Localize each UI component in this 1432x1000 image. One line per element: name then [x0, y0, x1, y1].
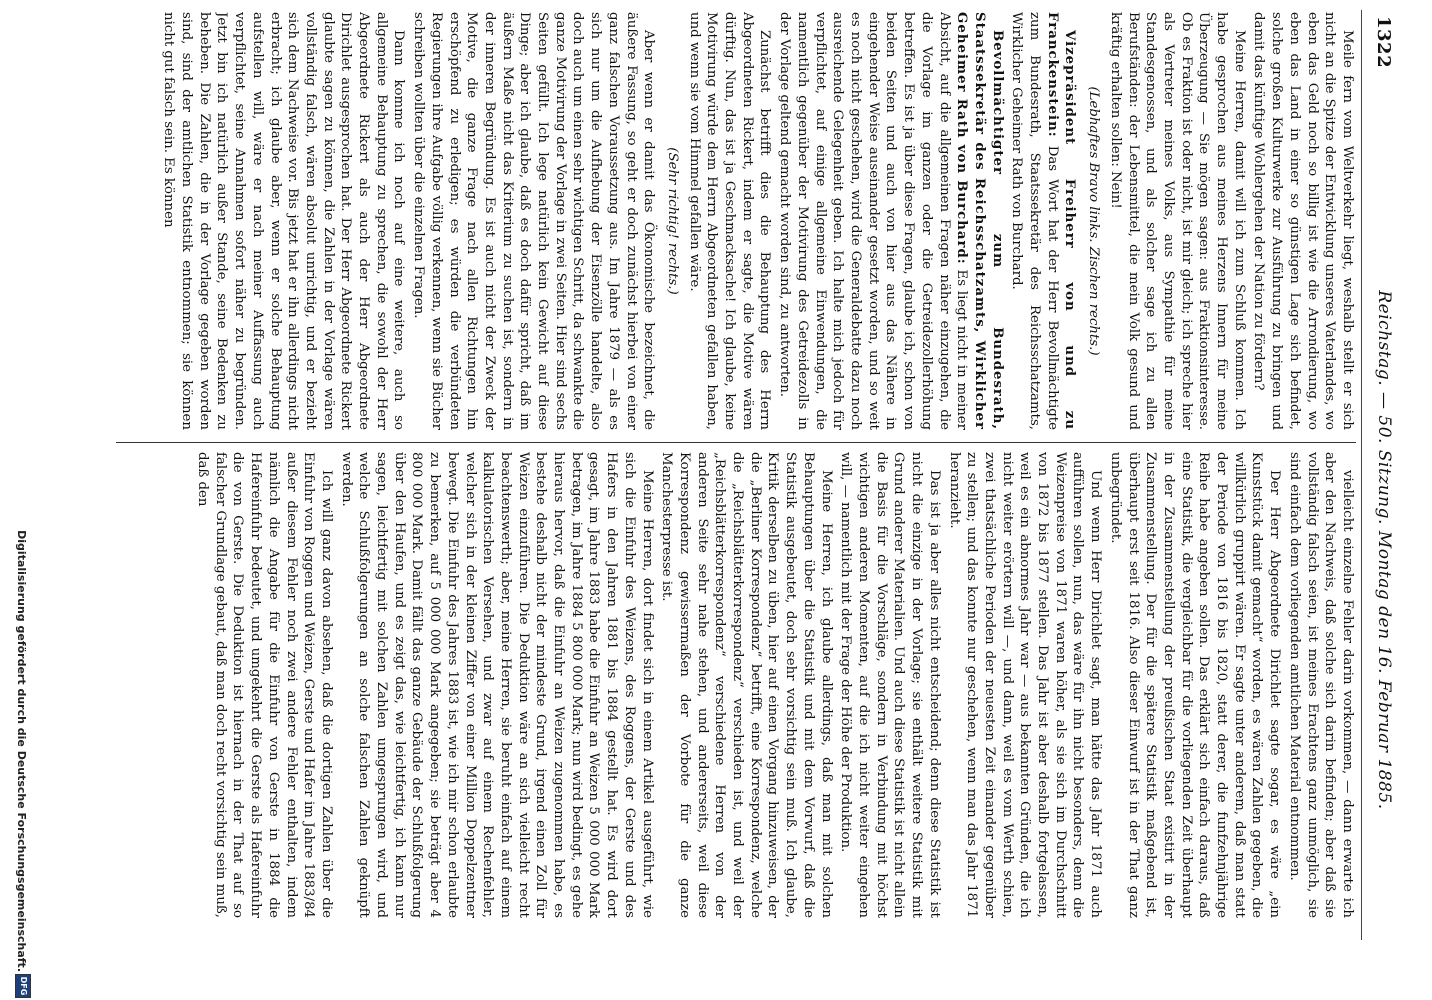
text-paragraph: Ich will ganz davon absehen, daß die dortigen Zahlen über die Einfuhr von Roggen und Weizen, Gerste und Hafer im Jahre 1883/84 außer diesem Fehler noch zwei andere Fehler enthalten, indem nämlich die Angabe für die Einfuhr von Gerste in 1884 die Hafereinfuhr bedeutet, und umgekehrt die Gerste als Hafereinfuhr die von Gerste. Die Deduktion ist hiernach in der That auf so falscher Grundlage gebaut, daß man doch recht vorsichtig sein muß, daß den [195, 452, 334, 918]
header-rule [1361, 10, 1362, 940]
left-text-column [136, 12, 1356, 430]
text-paragraph: Und wenn Herr Dirichlet sagt, man hätte das Jahr 1871 auch aufführen sollen, nun, das wäre für ihn nicht besonders, denn die Weizenpreise von 1871 waren höher, als sie sich im Durchschnitt von 1872 bis 1877 stellen. Das Jahr ist aber deshalb fortgelassen, weil es ein abnormes Jahr war — aus bekannten Gründen, die ich nicht weiter erörtern will —, und dann, weil es vom Werth schien, zwei thatsächliche Perioden der neuesten Zeit einander gegenüber zu stellen; und das konnte nur geschehen, wenn man das Jahr 1871 heranzieht. [946, 452, 1104, 918]
right-text-column [136, 452, 1356, 918]
text-paragraph: Aber wenn er damit das Ökonomische bezeichnet, die äußere Fassung, so geht er doch zunächst hierbei von einer ganz falschen Voraussetzung aus. Im Jahre 1879 — als es sich nur um die Aufhebung der Eisenzölle handelte, also doch auch um einen sehr wichtigen Schritt, da schwankte die ganze Motivirung der Vorlage in zwei Seiten. Hier sind sechs Seiten gefüllt. Ich lege natürlich kein Gewicht auf diese Dinge; aber ich glaube, daß es doch dafür spricht, daß im äußern Maße nicht das Kriterium zu suchen ist, sondern in der inneren Begründung. Es ist auch nicht der Zweck der Motive, die ganze Frage nach allen Richtungen hin erschöpfend zu erledigen; es würden die verbündeten Regierungen ihre Aufgabe völlig verkennen, wenn sie Bücher schreiben wollten über die einzelnen Fragen. [411, 12, 657, 430]
speech-text: Es liegt nicht in meiner Absicht, auf die allgemeinen Fragen näher einzugehen, die die Vorlage im ganzen oder die Getreidezollerhöhung betreffen. Es ist ja über diese Fragen, glaube ich, schon von beiden Seiten und auch von hier aus das Nähere in eingehender Weise auseinander gesetzt worden, und so weit es noch nicht geschehen, wird die Generaldebatte dazu noch ausreichende Gelegenheit geben. Ich halte mich jedoch für verpflichtet, auf einige allgemeine Einwendungen, die namentlich gegenüber der Motivirung des Getreidezolls in der Vorlage geltend gemacht worden sind, zu antworten. [777, 12, 970, 430]
text-paragraph: Der Herr Abgeordnete Dirichlet sagte sogar, es wäre „ein Kunststück damit gemacht“ worden, es wären Zahlen gegeben, die willkürlich gruppirt wären. Er sagte unter anderem, daß man statt der Periode von 1816 bis 1820, statt derer, die funfzehnjährige Reihe habe angeben sollen. Das erklärt sich einfach daraus, daß eine Statistik, die vergleichbar für die vorliegenden Zeit überhaupt in der Zusammenstellung der preußischen Staat existirt in der Zusammenstellung. Der für die spätere Statistik maßgebend ist, überhaupt erst seit 1816. Also dieser Einwurf ist in der That ganz unbegründet. [1107, 452, 1283, 918]
text-paragraph: Meine Herren, dort findet sich in einem Artikel ausgeführt, wie sich die Einfuhr des Weizens, des Roggens, der Gerste und des Hafers in den Jahren 1881 bis 1884 gestellt hat. Es wird dort gesagt, im Jahre 1883 habe die Einfuhr an Weizen 5 000 000 Mark betragen, im Jahre 1884 5 800 000 Mark; nun wird bedingt, es gehe hieraus hervor, daß die Einfuhr an Weizen zugenommen habe, es bestehe deshalb nicht der mindeste Grund, irgend einen Zoll für Weizen einzuführen. Die Deduktion wäre an sich vielleicht recht beachtenswerth; aber, meine Herren, sie beruht einfach auf einem kalkulatorischen Versehen, und zwar auf einem Rechenfehler, welcher sich in der kleinen Ziffer von einer Million Doppelzentner bewegt. Die Einfuhr des Jahres 1883 ist, wie ich mir schon erlaubte zu bemerken, auf 5 000 000 Mark angegeben; sie beträgt aber 4 800 000 Mark. Damit fällt das ganze Gebäude der Schlußfolgerung über den Haufen, und es zeigt das, wie leichtfertig, ich kann nur sagen, leichtfertig mit solchen Zahlen umgesprungen wird, und welche Schlußfolgerungen an solche falschen Zahlen geknüpft werden. [338, 452, 655, 918]
column-divider [116, 442, 1356, 443]
text-paragraph: Das ist ja aber alles nicht entscheidend; denn diese Statistik ist nicht die einzige in der Vorlage; sie enthält weitere Statistik mit Grund anderer Materialien. Und auch diese Statistik ist nicht allein die Basis für die Vorschläge, sondern in Verbindung mit höchst wichtigen anderen Momenten, auf die ich nicht weiter eingehen will, — namentlich mit der Frage der Höhe der Produktion. [838, 452, 942, 918]
dfg-logo: DFG [15, 974, 31, 998]
text-paragraph: Zunächst betrifft dies die Behauptung des Herrn Abgeordneten Rickert, indem er sagte, die Motive wären dürftig. Nun, das ist ja Geschmacksache! Ich glaube, keine Motivirung würde dem Herrn Abgeordneten gefallen haben, und wenn sie vom Himmel gefallen wäre. [686, 12, 773, 430]
speaker-name: Vizepräsident Freiherr von und zu Franckenstein: [1044, 12, 1078, 430]
speech-paragraph [1008, 12, 1079, 430]
text-paragraph: Meine Herren, ich glaube allerdings, daß man mit solchen Behauptungen über die Statistik und mit dem Vorwurf, daß die Statistik ausgebeutet, doch sehr vorsichtig sein muß. Ich glaube, Kritik derselben zu üben, hier auf einen Vorgang hinzuweisen, der die „Berliner Korrespondenz“ betrifft, eine Korrespondenz, welche die „Reichsblätterkorrespondenz“ verschieden ist, und weil der „Reichsblätterkorrespondenz“ verschiedene Herren von der anderen Seite sehr nahe stehen, und andererseits, weil diese Korrespondenz gewissermaßen der Vorbote für die ganze Manchesterpresse ist. [659, 452, 834, 918]
stage-direction: (Lebhaftes Bravo links. Zischen rechts.) [1086, 86, 1102, 356]
stage-direction: (Sehr richtig! rechts.) [664, 147, 680, 295]
page-number: 1322 [1373, 16, 1394, 69]
text-paragraph: vielleicht einzelne Fehler darin vorkommen, — dann erwarte ich aber den Nachweis, daß solche sich darin befinden; aber daß sie vollständig falsch seien, ist meines Erachtens ganz unmöglich, sie sind einfach dem vorliegenden amtlichen Material entnommen. [1286, 452, 1355, 918]
speech-text: Das Wort hat der Herr Bevollmächtigte zum Bundesrath, Staatssekretär des Reichsschatzamts, Wirklicher Geheimer Rath von Burchard. [1009, 12, 1060, 430]
running-title: Reichstag. — 50. Sitzung. Montag den 16. Februar 1885. [1374, 290, 1394, 810]
text-paragraph: Dann komme ich noch auf eine weitere, auch so allgemeine Behauptung zu sprechen, die sowohl der Herr Abgeordnete Rickert als auch der Herr Abgeordnete Dirichlet ausgesprochen hat. Der Herr Abgeordnete Rickert glaubte sagen zu können, die Zahlen in der Vorlage wären vollständig falsch, wären absolut unrichtig, und er bezieht sich dem Nachweise vor. Bis jetzt hat er ihn allerdings nicht erbracht; ich glaube aber, wenn er solche Behauptung aufstellen will, wäre er nach meiner Auffassung auch verpflichtet, seine Annahmen sofort näher zu begründen. Jetzt bin ich natürlich außer Stande, seine Bedenken zu beheben. Die Zahlen, die in der Vorlage gegeben worden sind, sind der amtlichen Statistik entnommen; sie können nicht gut falsch sein. Es können [161, 12, 407, 430]
text-paragraph: Meine Herren, damit will ich zum Schluß kommen. Ich habe gesprochen aus meines Herzens Innern für meine Überzeugung — Sie mögen sagen: aus Fraktionsinteresse. Ob es Fraktion ist oder nicht, ist mir gleich; ich spreche hier als Vertreter meines Volks, aus Sympathie für meine Standesgenossen, und als solcher sage ich zu allen Berufständen: der Lebensmittel, die mein Volk gesund und kräftig erhalten sollen: Nein! [1107, 12, 1247, 430]
speech-paragraph [776, 12, 1006, 430]
digitization-credit: Digitalisierung gefördert durch die Deutsche Forschungsgemeinschaft. [15, 530, 28, 972]
page-footer [6, 0, 32, 1000]
page-header [1364, 10, 1394, 950]
text-paragraph: Meile fern vom Weltverkehr liegt, weshalb stellt er sich nicht an die Spitze der Entwicklung unseres Vaterlandes, wo eben das Geld noch so billig ist wie die Arrondierung, wo eben das Land in einer so günstigen Lage sich befindet, solche großen Kulturwerke zur Ausführung zu bringen und damit das künftige Wohlergehen der Nation zu fördern? [1251, 12, 1355, 430]
speaker-name: Bevollmächtigter zum Bundesrath, Staatssekretär des Reichsschatzamts, Wirklicher Geheimer Rath von Burchard: [954, 12, 1005, 430]
